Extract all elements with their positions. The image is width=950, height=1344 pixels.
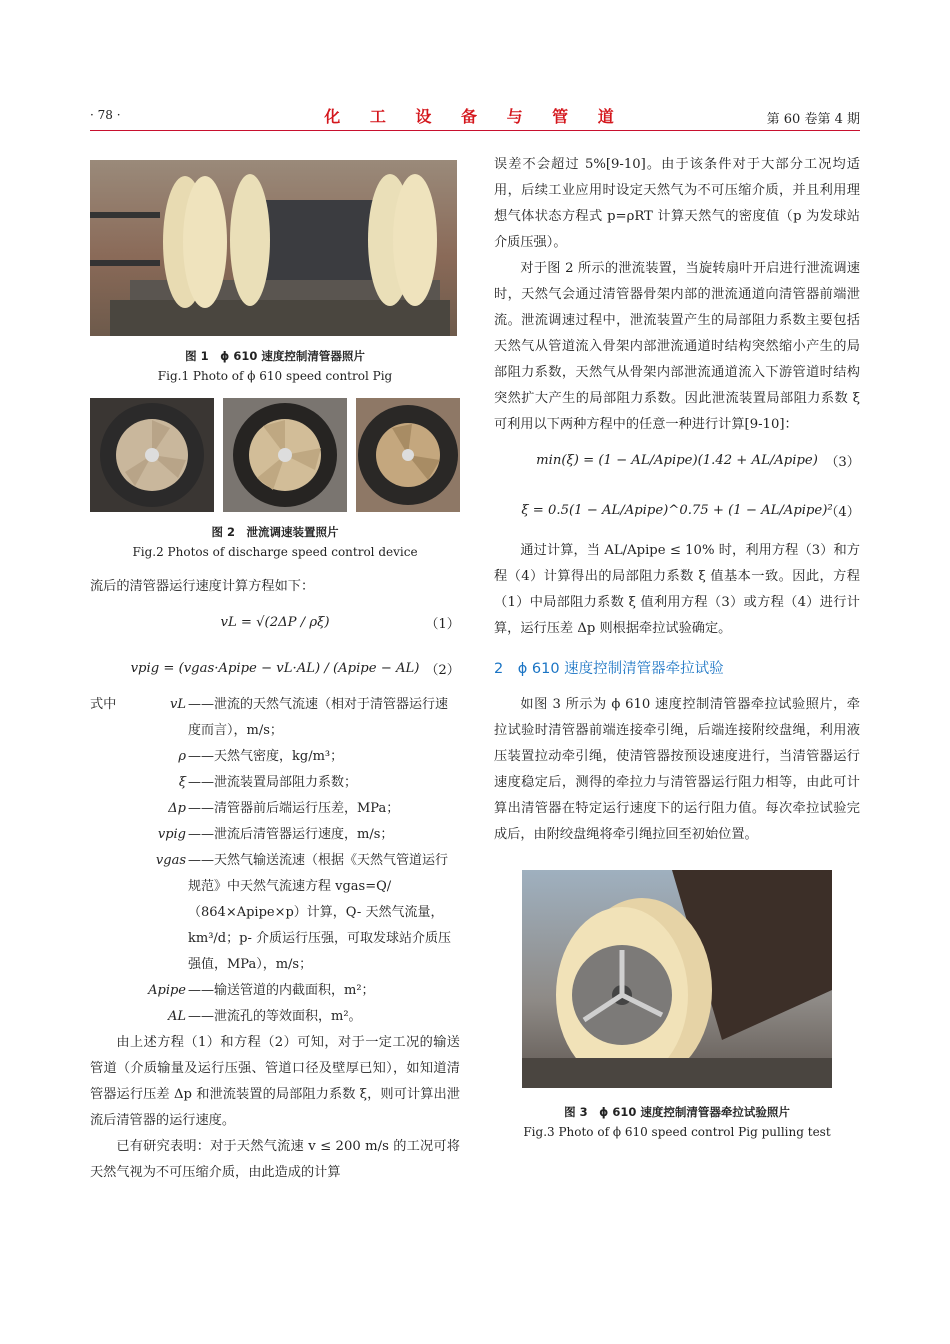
equation-1-expression: vL = √(2ΔP / ρξ) bbox=[220, 615, 330, 630]
symbol-row: vpig ——泄流后清管器运行速度，m/s； bbox=[157, 827, 394, 842]
equation-2 bbox=[90, 646, 460, 692]
figure-2-caption bbox=[90, 522, 460, 562]
right-column bbox=[494, 152, 860, 1142]
symbol-list bbox=[90, 692, 460, 1030]
equation-intro: 流后的清管器运行速度计算方程如下： bbox=[90, 579, 315, 594]
equation-4-expression: ξ = 0.5(1 − AL/Apipe)^0.75 + (1 − AL/Apipe)² bbox=[521, 503, 833, 518]
discharge-device-photo-2 bbox=[223, 398, 347, 512]
pulling-test-illustration bbox=[522, 870, 832, 1088]
right-paragraph-3: 通过计算，当 AL/Apipe ≤ 10% 时，利用方程（3）和方程（4）计算得出的局部阻力系数 ξ 值基本一致。因此，方程（1）中局部阻力系数 ξ 值利用方程（3）或方程（4）进行计算，运行压差 Δp 则根据牵拉试验确定。 bbox=[494, 543, 860, 636]
symbol-row: Apipe ——输送管道的内截面积，m²； bbox=[148, 983, 375, 998]
figure-1-photo bbox=[90, 160, 457, 336]
page-header bbox=[90, 104, 860, 128]
equation-2-number: （2） bbox=[425, 663, 460, 678]
figure-2-photos bbox=[90, 398, 460, 512]
figure-3-caption-zh: 图 3 ϕ 610 速度控制清管器牵拉试验照片 bbox=[564, 1105, 790, 1119]
equation-3-expression: min(ξ) = (1 − AL/Apipe)(1.42 + AL/Apipe) bbox=[536, 453, 818, 468]
symbol-row: vgas ——天然气输送流速（根据《天然气管道运行规范》中天然气流速方程 vgas=Q/（864×Apipe×p）计算，Q- 天然气流量，km³/d；p- 介质运行压强，可取发球站介质压强值，MPa），m/s； bbox=[155, 853, 451, 972]
right-paragraph-2: 对于图 2 所示的泄流装置，当旋转扇叶开启进行泄流调速时，天然气会通过清管器骨架内部的泄流通道向清管器前端泄流。泄流调速过程中，泄流装置产生的局部阻力系数主要包括天然气从管道流入骨架内部泄流通道时结构突然缩小产生的局部阻力系数，天然气从骨架内部泄流通道流入下游管道时结构突然扩大产生的局部阻力系数。因此泄流装置局部阻力系数 ξ 可利用以下两种方程中的任意一种进行计算[9-10]： bbox=[494, 261, 860, 432]
figure-1-caption-zh: 图 1 ϕ 610 速度控制清管器照片 bbox=[185, 349, 365, 363]
symbol-row: AL ——泄流孔的等效面积，m²。 bbox=[167, 1009, 362, 1024]
equation-4-number: （4） bbox=[825, 505, 860, 520]
figure-2-caption-zh: 图 2 泄流调速装置照片 bbox=[211, 525, 339, 539]
symbol-row: vL ——泄流的天然气流速（相对于清管器运行速度而言），m/s； bbox=[170, 697, 449, 738]
equation-3-number: （3） bbox=[825, 455, 860, 470]
figure-2-caption-en: Fig.2 Photos of discharge speed control device bbox=[132, 545, 418, 559]
left-paragraph-2: 已有研究表明：对于天然气流速 v ≤ 200 m/s 的工况可将天然气视为不可压缩介质，由此造成的计算 bbox=[90, 1139, 460, 1180]
figure-1-caption bbox=[90, 346, 460, 386]
left-paragraph-1: 由上述方程（1）和方程（2）可知，对于一定工况的输送管道（介质输量及运行压强、管道口径及壁厚已知），如知道清管器运行压差 Δp 和泄流装置的局部阻力系数 ξ，则可计算出泄流后清管器的运行速度。 bbox=[90, 1035, 460, 1128]
equation-1 bbox=[90, 600, 460, 646]
right-paragraph-4: 如图 3 所示为 ϕ 610 速度控制清管器牵拉试验照片，牵拉试验时清管器前端连接牵引绳，后端连接附绞盘绳，利用液压装置拉动牵引绳，使清管器按预设速度进行，当清管器运行速度稳定后，测得的牵拉力与清管器运行阻力相等，由此可计算出清管器在特定运行速度下的运行阻力值。每次牵拉试验完成后，由附绞盘绳将牵引绳拉回至初始位置。 bbox=[494, 697, 860, 842]
discharge-device-photo-1 bbox=[90, 398, 214, 512]
figure-3-caption bbox=[494, 1102, 860, 1142]
issue-label: 第 60 卷第 4 期 bbox=[766, 112, 860, 127]
symbol-row: ξ ——泄流装置局部阻力系数； bbox=[178, 775, 358, 790]
discharge-device-photo-3 bbox=[356, 398, 460, 512]
pig-photo-illustration bbox=[90, 160, 457, 336]
header-rule bbox=[90, 130, 860, 131]
equation-3 bbox=[494, 438, 860, 488]
figure-3-caption-en: Fig.3 Photo of ϕ 610 speed control Pig pulling test bbox=[523, 1125, 831, 1139]
left-column bbox=[90, 160, 460, 1186]
section-heading-2: 2 ϕ 610 速度控制清管器牵拉试验 bbox=[494, 661, 724, 677]
equation-2-expression: vpig = (vgas·Apipe − vL·AL) / (Apipe − AL) bbox=[130, 661, 420, 676]
symbol-row: Δp ——清管器前后端运行压差，MPa； bbox=[168, 801, 400, 816]
page-number: · 78 · bbox=[90, 108, 121, 122]
journal-title: 化 工 设 备 与 管 道 bbox=[324, 107, 626, 126]
symbol-row: ρ ——天然气密度，kg/m³； bbox=[178, 749, 344, 764]
where-label: 式中 bbox=[90, 697, 117, 712]
figure-1-caption-en: Fig.1 Photo of ϕ 610 speed control Pig bbox=[157, 369, 393, 383]
equation-1-number: （1） bbox=[425, 617, 460, 632]
symbol-definitions bbox=[124, 692, 460, 1030]
right-paragraph-1: 误差不会超过 5%[9-10]。由于该条件对于大部分工况均适用，后续工业应用时设定天然气为不可压缩介质，并且利用理想气体状态方程式 p=ρRT 计算天然气的密度值（p 为发球站介质压强）。 bbox=[494, 157, 860, 250]
figure-3-photo bbox=[522, 870, 832, 1088]
equation-4 bbox=[494, 488, 860, 538]
